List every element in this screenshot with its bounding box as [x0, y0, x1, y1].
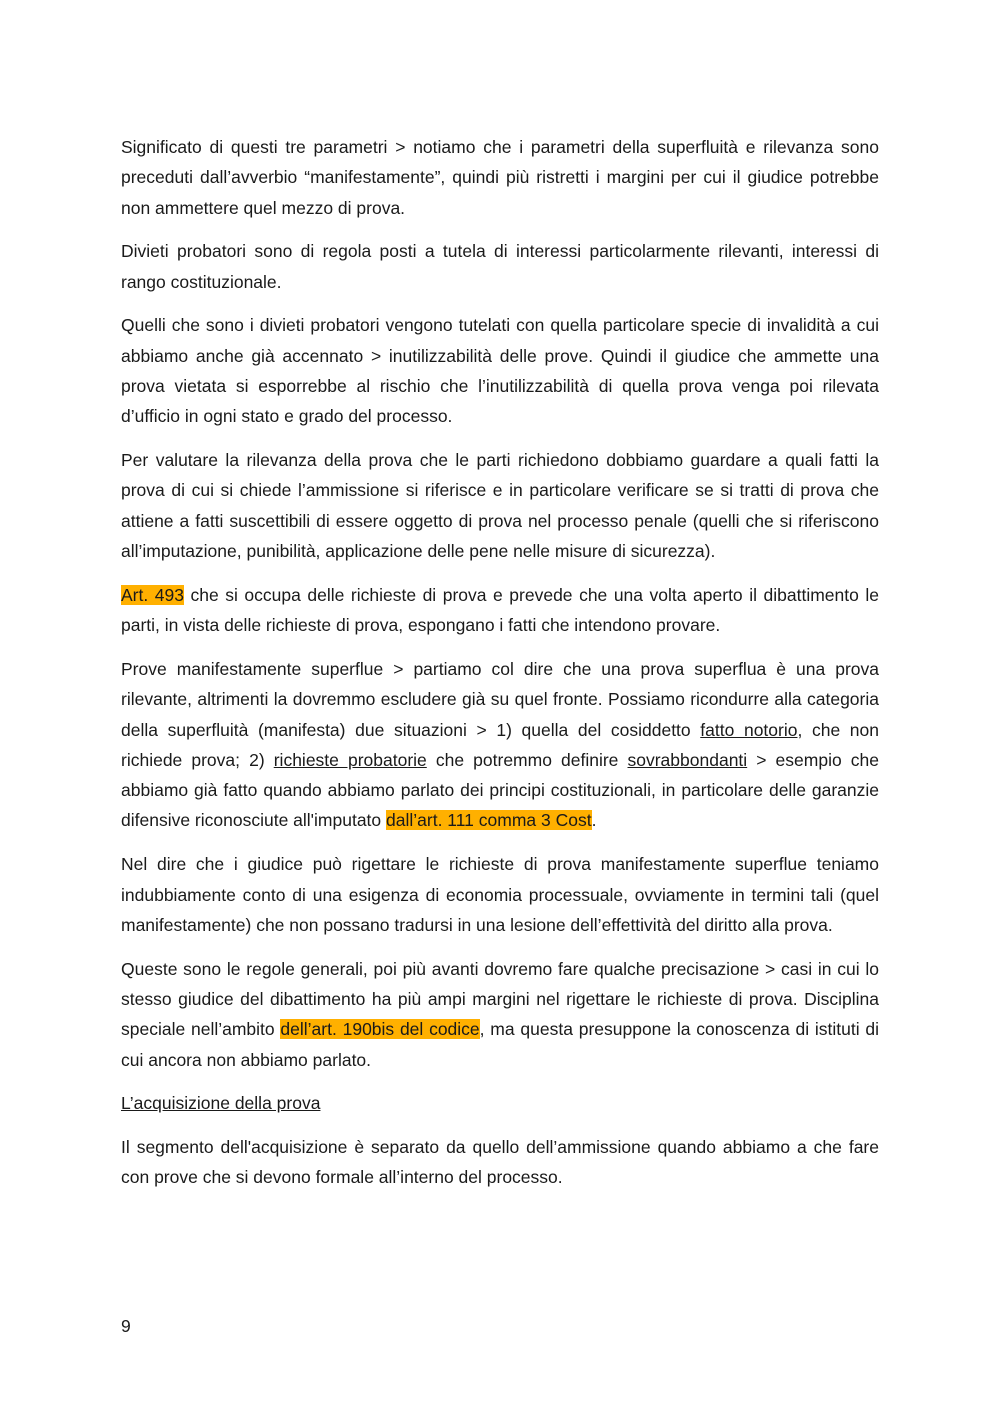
highlight-art-190bis: dell’art. 190bis del codice — [280, 1019, 480, 1040]
document-body — [121, 132, 879, 1206]
highlight-art-493: Art. 493 — [121, 584, 184, 605]
page-number: 9 — [121, 1316, 131, 1336]
paragraph-8: Queste sono le regole generali, poi più avanti dovremo fare qualche precisazione > casi in cui lo stesso giudice del dibattimento ha più ampi margini nel rigettare le richieste di prova. Disciplina speciale nell’ambito dell’art. 190bis del codice, ma questa presuppone la conoscenza di istituti di cui ancora non abbiamo parlato. — [121, 958, 880, 1070]
highlight-art-111: dall’art. 111 comma 3 Cost — [386, 810, 592, 831]
paragraph-7: Nel dire che i giudice può rigettare le richieste di prova manifestamente superflue teniamo indubbiamente conto di una esigenza di economia processuale, ovviamente in termini tali (quel manifestamente) che non possano tradursi in una lesione dell’effettività del diritto alla prova. — [121, 854, 879, 935]
section-heading: L’acquisizione della prova — [121, 1093, 321, 1114]
paragraph-4: Per valutare la rilevanza della prova che le parti richiedono dobbiamo guardare a quali fatti la prova di cui si chiede l’ammissione si riferisce e in particolare verificare se si tratti di prova che attiene a fatti suscettibili di essere oggetto di prova nel processo penale (quelli che si riferiscono all’imputazione, punibilità, applicazione delle pene nelle misure di sicurezza). — [121, 450, 879, 562]
paragraph-9: Il segmento dell'acquisizione è separato da quello dell’ammissione quando abbiamo a che fare con prove che si devono formale all’interno del processo. — [121, 1137, 879, 1188]
paragraph-1: Significato di questi tre parametri > notiamo che i parametri della superfluità e rilevanza sono preceduti dall’avverbio “manifestamente”, quindi più ristretti i margini per cui il giudice potrebbe non ammettere quel mezzo di prova. — [121, 137, 879, 218]
paragraph-2: Divieti probatori sono di regola posti a tutela di interessi particolarmente rilevanti, interessi di rango costituzionale. — [121, 241, 879, 292]
paragraph-6: Prove manifestamente superflue > partiamo col dire che una prova superflua è una prova rilevante, altrimenti la dovremmo escludere già su quel fronte. Possiamo ricondurre alla categoria della superfluità (manifesta) due situazioni > 1) quella del cosiddetto fatto notorio, che non richiede prova; 2) richieste probatorie che potremmo definire sovrabbondanti > esempio che abbiamo già fatto quando abbiamo parlato dei principi costituzionali, in particolare delle garanzie difensive riconosciute all'imputato dall’art. 111 comma 3 Cost. — [121, 658, 879, 831]
underline-fatto-notorio: fatto notorio — [700, 719, 798, 740]
paragraph-3: Quelli che sono i divieti probatori vengono tutelati con quella particolare specie di invalidità a cui abbiamo anche già accennato > inutilizzabilità delle prove. Quindi il giudice che ammette una prova vietata si esporrebbe al rischio che l’inutilizzabilità di quella prova venga poi rilevata d’ufficio in ogni stato e grado del processo. — [121, 315, 879, 427]
paragraph-5: Art. 493 che si occupa delle richieste di prova e prevede che una volta aperto il dibattimento le parti, in vista delle richieste di prova, espongano i fatti che intendono provare. — [121, 584, 879, 636]
underline-richieste-probatorie: richieste probatorie — [273, 749, 427, 770]
underline-sovrabbondanti: sovrabbondanti — [627, 749, 748, 770]
